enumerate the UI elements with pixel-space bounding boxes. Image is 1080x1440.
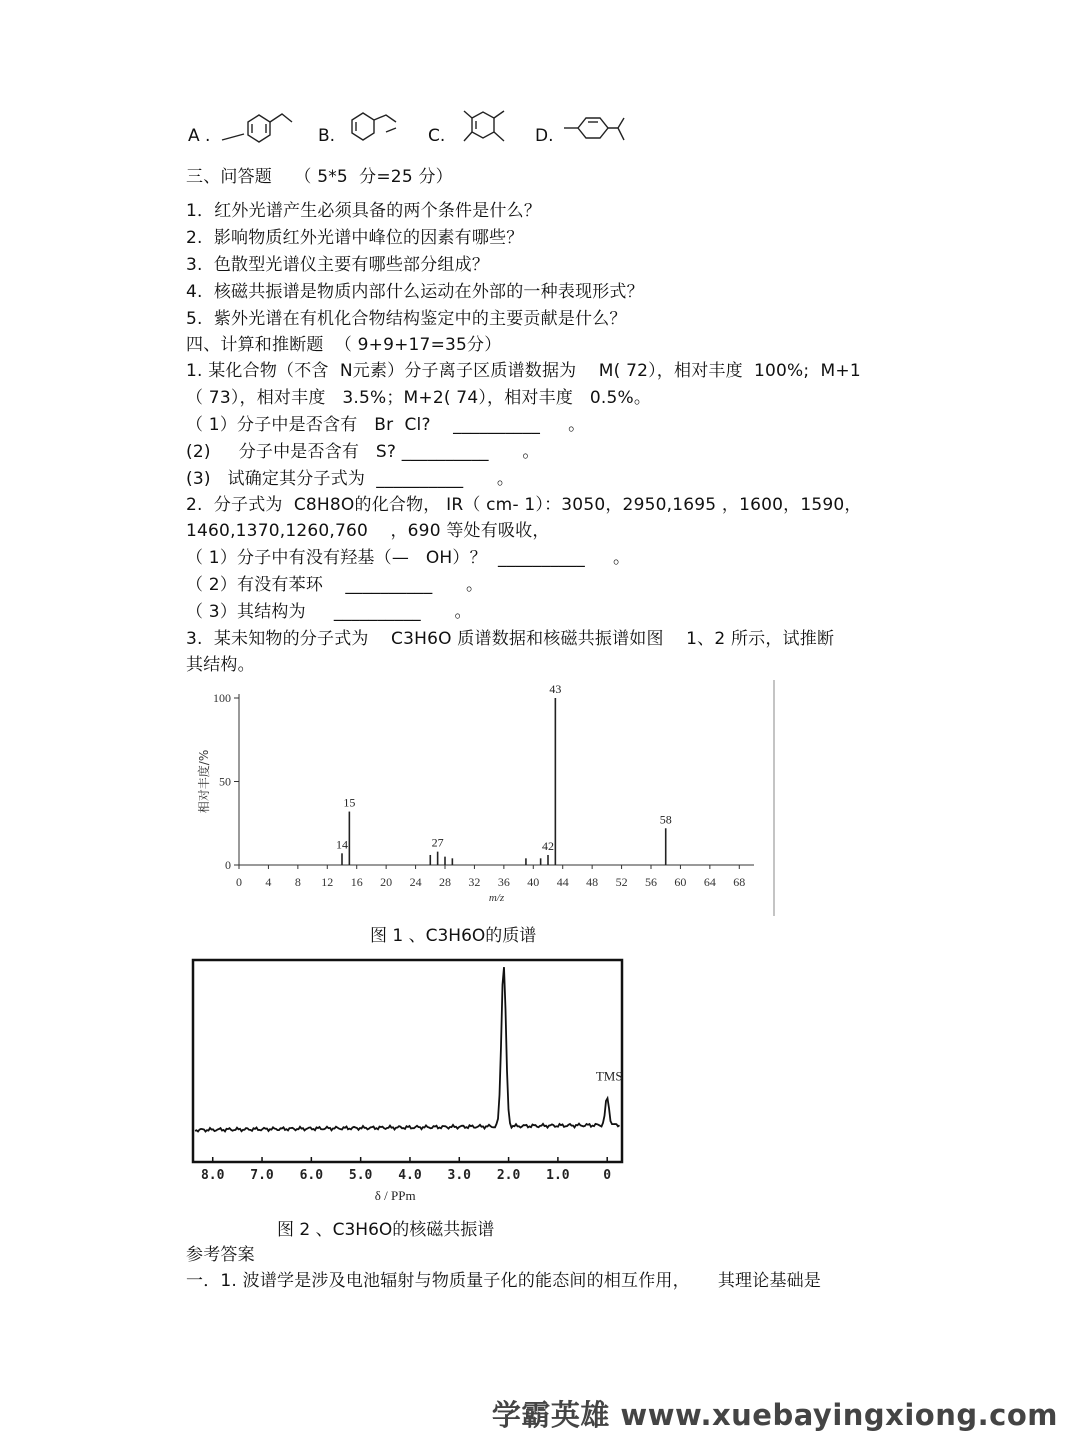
problem-line: 2. 分子式为 C8H8O的化合物， IR（ cm- 1）：3050，2950,1695 ，1600，1590， (186, 495, 862, 515)
peak-label: TMS (595, 1068, 623, 1084)
peak-label: 14 (336, 837, 348, 852)
x-tick-label: 40 (527, 875, 540, 889)
x-tick-label: 44 (556, 875, 569, 889)
option-b-label: B. (318, 126, 336, 146)
x-tick-label: 8 (294, 875, 301, 889)
problem-line: 其结构。 (186, 655, 255, 675)
problem-line: （ 1）分子中是否含有 Br Cl? __________ 。 (186, 415, 586, 435)
figure-2-caption: 图 2 、C3H6O的核磁共振谱 (277, 1220, 495, 1240)
x-tick-label: 16 (350, 875, 363, 889)
x-tick-label: 0 (603, 1168, 612, 1183)
x-tick-label: 56 (645, 875, 657, 889)
peak-label: 42 (542, 838, 554, 853)
option-a-molecule-icon (222, 110, 304, 148)
problem-line: （ 73），相对丰度 3.5%；M+2( 74），相对丰度 0.5%。 (186, 388, 652, 408)
problem-line: （ 1）分子中有没有羟基（— OH）？ __________ 。 (186, 548, 631, 568)
peak-label: 27 (431, 835, 444, 850)
x-tick-label: 6.0 (299, 1168, 324, 1183)
x-tick-label: 0 (236, 875, 242, 889)
option-b-molecule-icon (348, 110, 408, 146)
answer-heading: 参考答案 (186, 1245, 255, 1265)
y-axis-label: 相对丰度/% (197, 749, 211, 814)
x-axis-label: m/z (488, 892, 505, 904)
x-tick-label: 5.0 (348, 1168, 373, 1183)
x-tick-label: 52 (615, 875, 628, 889)
x-tick-label: 60 (674, 875, 687, 889)
question-line: 5. 紫外光谱在有机化合物结构鉴定中的主要贡献是什么？ (186, 309, 627, 329)
x-tick-label: 32 (468, 875, 481, 889)
problem-line: （ 3）其结构为 __________ 。 (186, 602, 472, 622)
x-tick-label: 12 (321, 875, 334, 889)
peak-label: 15 (343, 795, 356, 810)
x-tick-label: 1.0 (546, 1168, 570, 1183)
answer-line: 一．1. 波谱学是涉及电池辐射与物质量子化的能态间的相互作用， 其理论基础是 (186, 1271, 822, 1291)
x-tick-label: 3.0 (447, 1168, 472, 1183)
problem-line: (2) 分子中是否含有 S? __________ 。 (186, 442, 540, 462)
x-axis-label: δ / PPm (374, 1188, 416, 1203)
x-tick-label: 24 (409, 875, 422, 889)
option-c-label: C. (428, 126, 446, 146)
x-tick-label: 64 (703, 875, 716, 889)
question-line: 4. 核磁共振谱是物质内部什么运动在外部的一种表现形式？ (186, 282, 644, 302)
x-tick-label: 4.0 (398, 1168, 422, 1183)
option-c-molecule-icon (456, 108, 512, 146)
y-tick-label: 0 (225, 858, 231, 872)
option-a-label: A . (188, 126, 211, 146)
problem-line: （ 2）有没有苯环 __________ 。 (186, 575, 484, 595)
option-d-label: D. (535, 126, 554, 146)
problem-line: 1. 某化合物（不含 N元素）分子离子区质谱数据为 M( 72），相对丰度 100%; M+1 (186, 361, 861, 381)
question-line: 2. 影响物质红外光谱中峰位的因素有哪些？ (186, 228, 524, 248)
x-tick-label: 20 (380, 875, 393, 889)
problem-line: (3) 试确定其分子式为 __________ 。 (186, 469, 515, 489)
peak-label: 43 (549, 682, 562, 696)
x-tick-label: 28 (439, 875, 451, 889)
x-tick-label: 36 (497, 875, 510, 889)
question-line: 3. 色散型光谱仪主要有哪些部分组成？ (186, 255, 490, 275)
section-3-heading: 三、问答题 （ 5*5 分=25 分） (186, 167, 453, 187)
figure-1-caption: 图 1 、C3H6O的质谱 (370, 926, 537, 946)
x-tick-label: 48 (586, 875, 599, 889)
y-tick-label: 50 (219, 774, 231, 789)
nmr-frame (193, 960, 622, 1162)
x-tick-label: 2.0 (496, 1168, 521, 1183)
question-line: 1．红外光谱产生必须具备的两个条件是什么？ (186, 201, 542, 221)
x-tick-label: 8.0 (200, 1168, 225, 1183)
x-tick-label: 68 (733, 875, 746, 889)
peak-label: 58 (659, 812, 672, 827)
nmr-spectrum-chart (186, 952, 631, 1202)
x-tick-label: 7.0 (250, 1168, 274, 1183)
problem-line: 3. 某未知物的分子式为 C3H6O 质谱数据和核磁共振谱如图 1、2 所示，试推断 (186, 629, 835, 649)
problem-line: 1460,1370,1260,760 ，690 等处有吸收， (186, 521, 550, 541)
option-d-molecule-icon (564, 110, 634, 146)
section-4-heading: 四、计算和推断题 （ 9+9+17=35分） (186, 335, 502, 355)
x-tick-label: 4 (265, 875, 272, 889)
mass-spectrum-chart (186, 680, 776, 916)
y-tick-label: 100 (213, 691, 231, 705)
site-watermark: 学霸英雄 www.xuebayingxiong.com (491, 1398, 1058, 1432)
